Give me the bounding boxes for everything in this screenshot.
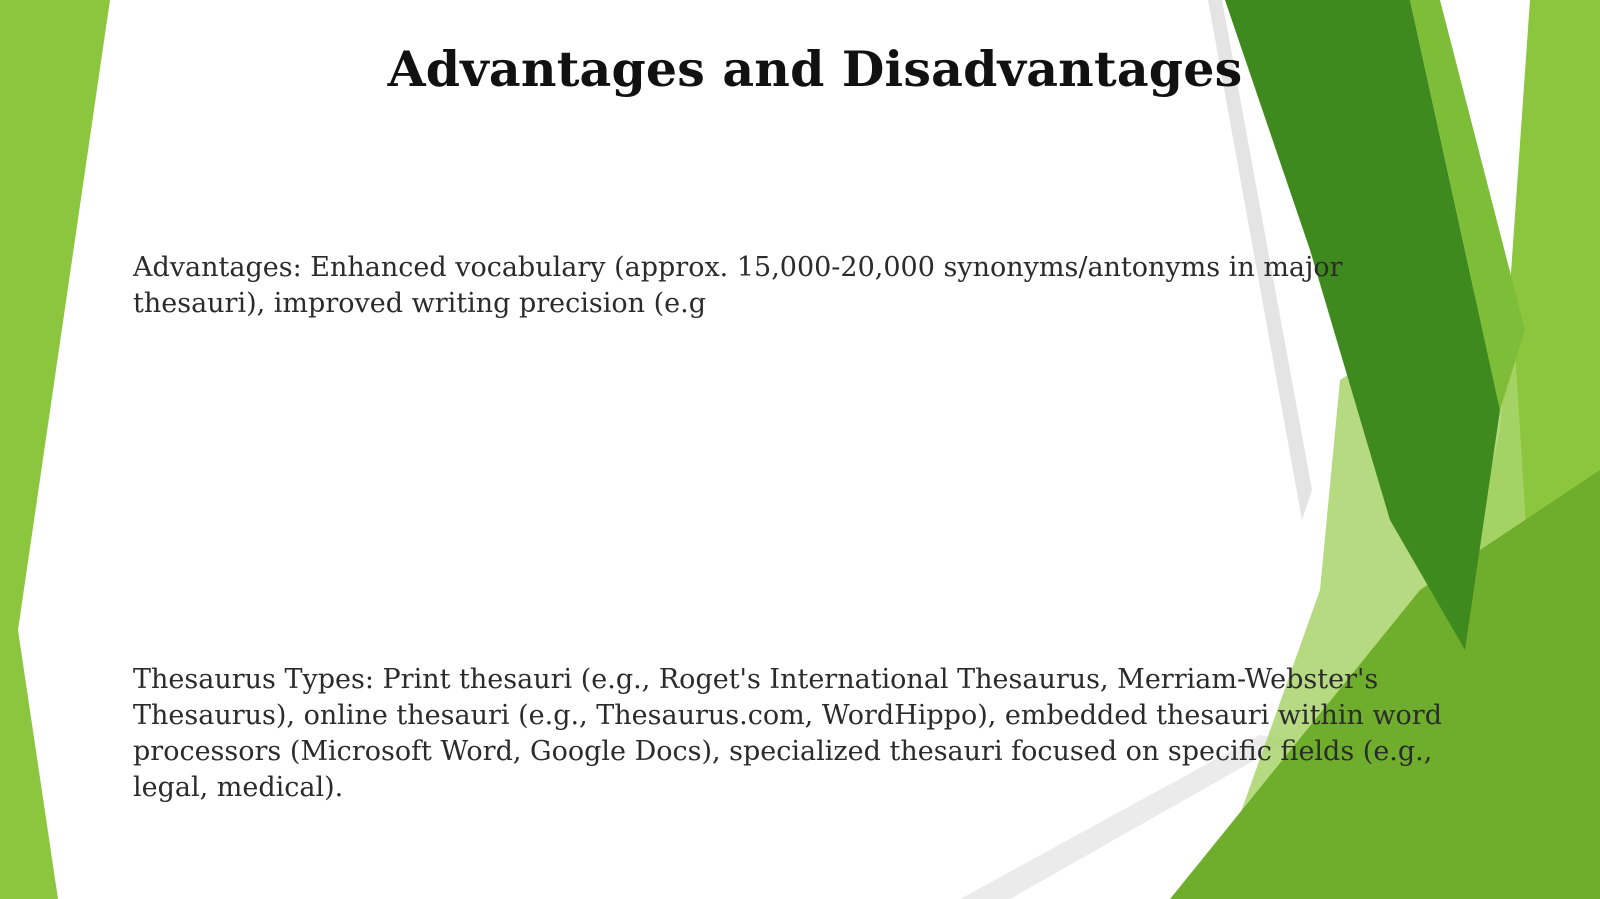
slide-title: Advantages and Disadvantages — [387, 40, 1243, 98]
left-green-shape — [0, 0, 110, 899]
thesaurus-types-paragraph: Thesaurus Types: Print thesauri (e.g., Roget's International Thesaurus, Merriam-Webster's Thesaurus), online thesauri (e.g., Thesaurus.com, WordHippo), embedded thesauri within word processors (Microsoft Word, Google Docs), specialized thesauri focused on specific fields (e.g., legal, medical). — [133, 664, 1442, 803]
advantages-paragraph: Advantages: Enhanced vocabulary (approx. 15,000-20,000 synonyms/antonyms in major thesauri), improved writing precision (e.g — [133, 252, 1343, 319]
